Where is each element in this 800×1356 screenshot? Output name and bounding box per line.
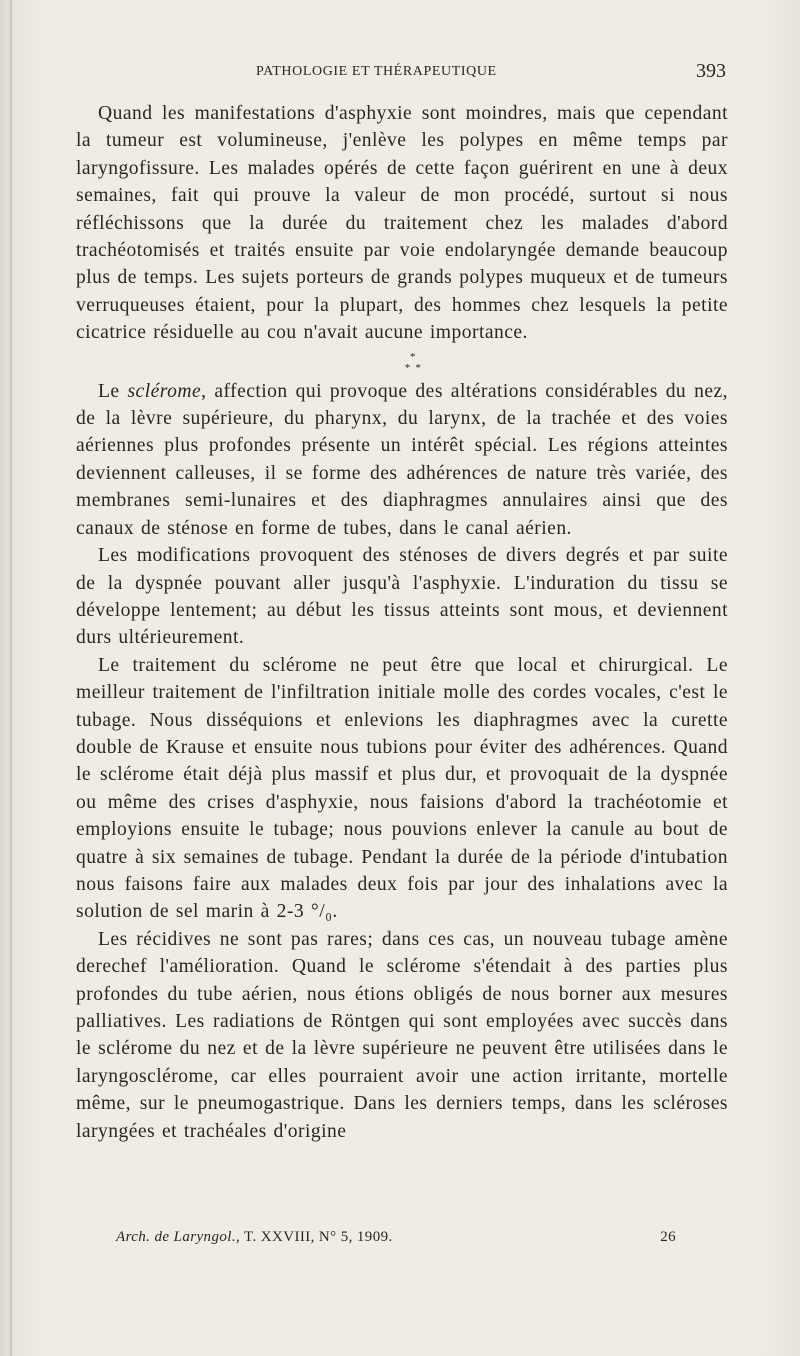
sclerome-term: sclérome — [127, 380, 202, 402]
sclerome-lead: Le — [98, 380, 128, 402]
binding-edge — [10, 0, 12, 1356]
paragraph-laryngofissure: Quand les manifestations d'asphyxie sont moindres, mais que cependant la tumeur est volumineuse, j'enlève les polypes en même temps par laryngofissure. Les malades opérés de cette façon guérirent en une à deux semaines, fait qui prouve la valeur de mon procédé, surtout si nous réfléchissons que la durée du traitement chez les malades d'abord trachéotomisés et traités ensuite par voie endolaryngée demande beaucoup plus de temps. Les sujets porteurs de grands polypes muqueux et de tumeurs verruqueuses étaient, pour la plupart, des hommes chez lesquels la petite cicatrice résiduelle au cou n'avait aucune importance. — [76, 103, 728, 344]
journal-citation — [116, 1229, 393, 1245]
journal-volume: , T. XXVIII, N° 5, 1909. — [235, 1229, 393, 1245]
section-asterism — [76, 352, 728, 374]
paragraph-modifications: Les modifications provoquent des sténoses de divers degrés et par suite de la dyspnée pouvant aller jusqu'à l'asphyxie. L'induration du tissu se développe lentement; au début les tissus atteints sont mous, et deviennent durs ultérieurement. — [76, 545, 728, 649]
body-text — [76, 100, 728, 1145]
page-footer — [116, 1229, 676, 1246]
signature-number: 26 — [660, 1229, 676, 1245]
page-number: 393 — [696, 60, 726, 82]
journal-name: Arch. de Laryngol. — [116, 1229, 236, 1245]
asterism-bottom: * * — [404, 361, 422, 374]
paragraph-sclerome-intro — [76, 378, 728, 542]
running-head — [76, 60, 726, 86]
paragraph-traitement: Le traitement du sclérome ne peut être que local et chirurgical. Le meilleur traitement de l'infiltration initiale molle des cordes vocales, c'est le tubage. Nous disséquions et enlevions les diaphragmes avec la curette double de Krause et ensuite nous tubions pour éviter des adhérences. Quand le sclérome était déjà plus massif et plus dur, et provoquait de la dyspnée ou même des crises d'asphyxie, nous faisions d'abord la trachéotomie et employions ensuite le tubage; nous pouvions enlever la canule au bout de quatre à six semaines de tubage. Pendant la durée de la période d'intubation nous faisons faire aux malades deux fois par jour des inhalations avec la solution de sel marin à 2-3 °/₀. — [76, 654, 728, 923]
asterism-top: * — [410, 350, 416, 363]
paragraph-recidives: Les récidives ne sont pas rares; dans ces cas, un nouveau tubage amène derechef l'amélioration. Quand le sclérome s'étendait à des parties plus profondes du tube aérien, nous étions obligés de nous borner aux mesures palliatives. Les radiations de Röntgen qui sont employées avec succès dans le sclérome du nez et de la lèvre supérieure ne peuvent être utilisées dans le laryngosclérome, car elles pourraient avoir une action irritante, mortelle même, sur le pneumogastrique. Dans les derniers temps, dans les scléroses laryngées et trachéales d'origine — [76, 928, 728, 1142]
running-title: PATHOLOGIE ET THÉRAPEUTIQUE — [256, 64, 497, 79]
sclerome-text: , affection qui provoque des altérations considérables du nez, de la lèvre supérieure, du pharynx, du larynx, de la trachée et des voies aériennes plus profondes présente un intérêt spécial. Les régions atteintes deviennent calleuses, il se forme des adhérences de nature très variée, des membranes semi-lunaires et des diaphragmes annulaires ainsi que des canaux de sténose en forme de tubes, dans le canal aérien. — [76, 380, 728, 539]
